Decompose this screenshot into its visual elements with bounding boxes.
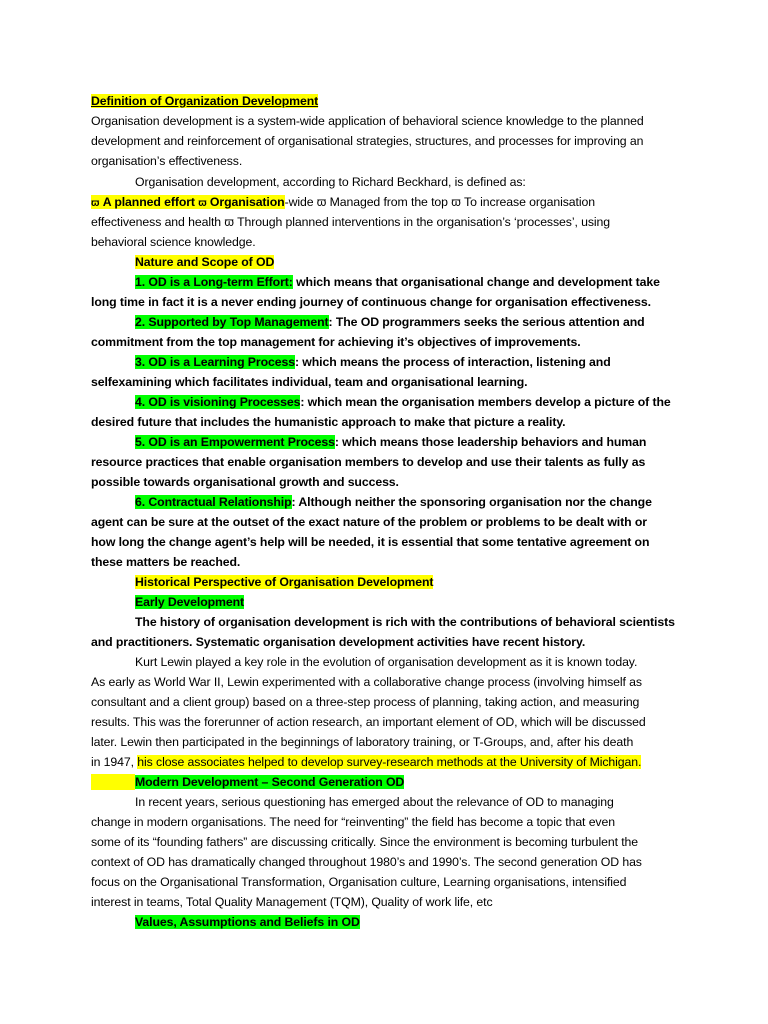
lewin-line-2: As early as World War II, Lewin experimented with a collaborative change process (involving himself as [91, 675, 642, 689]
scope-item-6-cont-2: how long the change agent’s help will be needed, it is essential that some tentative agreement on [91, 535, 650, 549]
modern-line-5: focus on the Organisational Transformation, Organisation culture, Learning organisations, intensified [91, 875, 627, 889]
scope-item-6-cont-3: these matters be reached. [91, 555, 241, 569]
values-heading: Values, Assumptions and Beliefs in OD [135, 915, 360, 929]
lewin-line-4: results. This was the forerunner of action research, an important element of OD, which will be discussed [91, 715, 646, 729]
scope-item-3: 3. OD is a Learning Process: which means the process of interaction, listening and [135, 355, 611, 369]
scope-item-4: 4. OD is visioning Processes: which mean the organisation members develop a picture of the [135, 395, 671, 409]
scope-item-5-cont-1: resource practices that enable organisation members to develop and use their talents as fully as [91, 455, 646, 469]
modern-line-2: change in modern organisations. The need for “reinventing” the field has become a topic that even [91, 815, 615, 829]
scope-item-5-cont-2: possible towards organisational growth and success. [91, 475, 399, 489]
bullet-icon: ϖ [198, 198, 207, 209]
nature-heading: Nature and Scope of OD [135, 255, 275, 269]
historical-heading: Historical Perspective of Organisation Development [135, 575, 434, 589]
lewin-line-5: later. Lewin then participated in the beginnings of laboratory training, or T-Groups, and, after his death [91, 735, 634, 749]
scope-item-3-cont: selfexamining which facilitates individual, team and organisational learning. [91, 375, 528, 389]
scope-item-2: 2. Supported by Top Management: The OD programmers seeks the serious attention and [135, 315, 645, 329]
beckhard-points-line-2: effectiveness and health ϖ Through planned interventions in the organisation’s ‘processes’, using [91, 215, 610, 229]
early-para-line-2: and practitioners. Systematic organisation development activities have recent history. [91, 635, 586, 649]
definition-heading: Definition of Organization Development [91, 94, 319, 108]
definition-line-1: Organisation development is a system-wide application of behavioral science knowledge to the planned [91, 114, 644, 128]
scope-item-2-cont: commitment from the top management for achieving it’s objectives of improvements. [91, 335, 581, 349]
scope-item-1-cont: long time in fact it is a never ending journey of continuous change for organisation effectiveness. [91, 295, 651, 309]
early-development-heading: Early Development [135, 595, 245, 609]
early-para-line-1: The history of organisation development is rich with the contributions of behavioral scientists [135, 615, 675, 629]
scope-item-6-cont-1: agent can be sure at the outset of the exact nature of the problem or problems to be dealt with or [91, 515, 647, 529]
lewin-line-3: consultant and a client group) based on a three-step process of planning, taking action, and measuring [91, 695, 640, 709]
beckhard-points-line-3: behavioral science knowledge. [91, 235, 256, 249]
scope-item-4-cont: desired future that includes the humanistic approach to make that picture a reality. [91, 415, 566, 429]
beckhard-points-line-1: ϖ A planned effort ϖ Organisation-wide ϖ Managed from the top ϖ To increase organisation [91, 195, 595, 209]
definition-line-3: organisation’s effectiveness. [91, 154, 243, 168]
scope-item-5: 5. OD is an Empowerment Process: which means those leadership behaviors and human [135, 435, 647, 449]
modern-line-6: interest in teams, Total Quality Management (TQM), Quality of work life, etc [91, 895, 493, 909]
lewin-line-1: Kurt Lewin played a key role in the evolution of organisation development as it is known today. [135, 655, 638, 669]
bullet-icon: ϖ [91, 198, 100, 209]
modern-line-4: context of OD has dramatically changed throughout 1980’s and 1990’s. The second generation OD has [91, 855, 642, 869]
scope-item-1: 1. OD is a Long-term Effort: which means that organisational change and development take [135, 275, 660, 289]
lewin-line-6: in 1947, his close associates helped to develop survey-research methods at the University of Michigan. [91, 755, 642, 769]
beckhard-intro: Organisation development, according to Richard Beckhard, is defined as: [135, 175, 526, 189]
definition-line-2: development and reinforcement of organisational strategies, structures, and processes for improving an [91, 134, 644, 148]
modern-heading: Modern Development – Second Generation OD [91, 774, 404, 790]
modern-line-1: In recent years, serious questioning has emerged about the relevance of OD to managing [135, 795, 614, 809]
scope-item-6: 6. Contractual Relationship: Although neither the sponsoring organisation nor the change [135, 495, 652, 509]
modern-line-3: some of its “founding fathers” are discussing critically. Since the environment is becoming turbulent the [91, 835, 639, 849]
